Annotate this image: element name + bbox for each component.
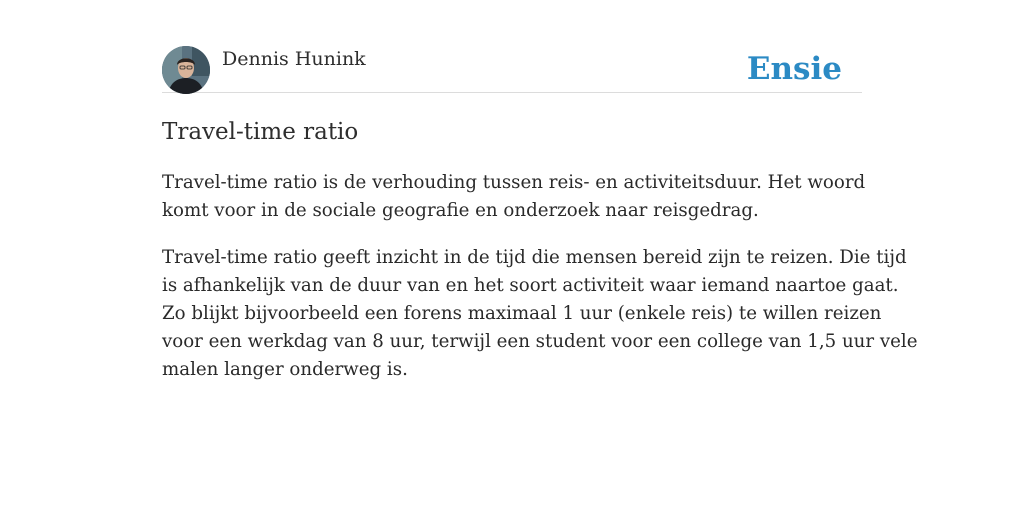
avatar-portrait-icon xyxy=(162,46,210,94)
paragraph-line: komt voor in de sociale geografie en onderzoek naar reisgedrag. xyxy=(162,200,759,221)
paragraph-explanation xyxy=(162,244,918,384)
header xyxy=(162,46,862,93)
page xyxy=(162,46,918,384)
article-title: Travel-time ratio xyxy=(162,119,359,145)
brand-logo[interactable]: Ensie xyxy=(746,51,842,87)
paragraph-line: voor een werkdag van 8 uur, terwijl een student voor een college van 1,5 uur vele xyxy=(162,331,918,352)
paragraph-line: Travel-time ratio geeft inzicht in de tijd die mensen bereid zijn te reizen. Die tijd xyxy=(162,247,907,268)
paragraph-line: is afhankelijk van de duur van en het soort activiteit waar iemand naartoe gaat. xyxy=(162,275,899,296)
paragraph-definition xyxy=(162,169,866,225)
paragraph-line: malen langer onderweg is. xyxy=(162,359,408,380)
paragraph-line: Zo blijkt bijvoorbeeld een forens maximaal 1 uur (enkele reis) te willen reizen xyxy=(162,303,882,324)
author-name[interactable]: Dennis Hunink xyxy=(222,48,366,70)
paragraph-line: Travel-time ratio is de verhouding tussen reis- en activiteitsduur. Het woord xyxy=(162,172,866,193)
author-avatar[interactable] xyxy=(162,46,210,94)
